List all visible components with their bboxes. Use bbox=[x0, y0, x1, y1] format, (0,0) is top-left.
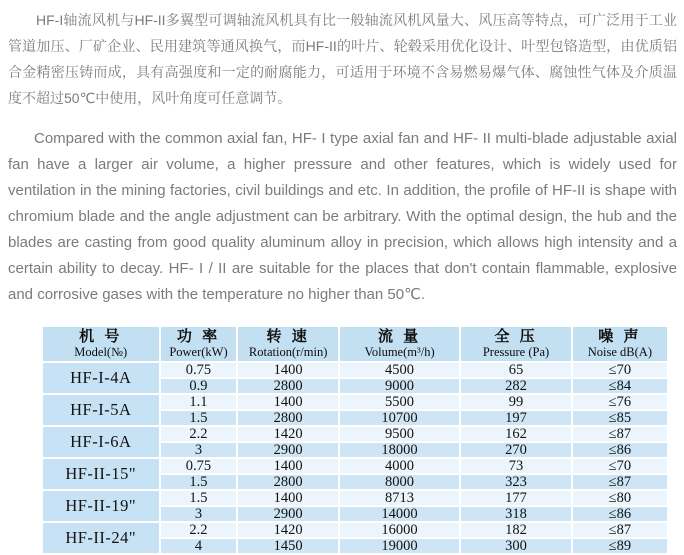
volume-cell: 5500 bbox=[340, 395, 460, 409]
model-cell: HF-I-4A bbox=[43, 363, 159, 393]
power-cell: 1.5 bbox=[161, 475, 237, 489]
table-row bbox=[43, 523, 667, 537]
rotation-cell: 2900 bbox=[238, 507, 337, 521]
intro-paragraph-english: Compared with the common axial fan, HF- I type axial fan and HF- II multi-blade adjustable axial fan have a larger air volume, a higher pressure and other features, which is widely used for ventilation in the mining factories, civil buildings and etc. In addition, the profile of HF-II is shape with chromium blade and the angle adjustment can be arbitrary. With the optimal design, the hub and the blades are casting from good quality aluminum alloy in precision, which allows high intensity and a certain ability to decay. HF- I / II are suitable for the places that don't contain flammable, explosive and corrosive gases with the temperature no higher than 50℃. bbox=[8, 130, 677, 303]
pressure-cell: 65 bbox=[461, 363, 570, 377]
rotation-cell: 1400 bbox=[238, 491, 337, 505]
volume-cell: 16000 bbox=[340, 523, 460, 537]
pressure-cell: 182 bbox=[461, 523, 570, 537]
rotation-cell: 1400 bbox=[238, 395, 337, 409]
noise-cell: ≤76 bbox=[573, 395, 667, 409]
column-header-power-zh: 功 率 bbox=[176, 328, 221, 345]
pressure-cell: 300 bbox=[461, 539, 570, 553]
power-cell: 1.1 bbox=[161, 395, 237, 409]
power-cell: 2.2 bbox=[161, 523, 237, 537]
volume-cell: 9500 bbox=[340, 427, 460, 441]
column-header-power-en: Power(kW) bbox=[169, 345, 228, 359]
column-header-noise-en: Noise dB(A) bbox=[587, 345, 652, 359]
volume-cell: 14000 bbox=[340, 507, 460, 521]
volume-cell: 4000 bbox=[340, 459, 460, 473]
model-cell: HF-I-5A bbox=[43, 395, 159, 425]
model-cell: HF-II-24" bbox=[43, 523, 159, 553]
pressure-cell: 282 bbox=[461, 379, 570, 393]
intro-paragraph-chinese: HF-I轴流风机与HF-II多翼型可调轴流风机具有比一般轴流风机风量大、风压高等特点，可广泛用于工业管道加压、厂矿企业、民用建筑等通风换气，而HF-II的叶片、轮毂采用优化设计、叶型包铬造型，由优质铝合金精密压铸而成，具有高强度和一定的耐腐能力，可适用于环境不含易燃易爆气体、腐蚀性气体及介质温度不超过50℃中使用，风叶角度可任意调节。 bbox=[8, 12, 677, 106]
noise-cell: ≤89 bbox=[573, 539, 667, 553]
volume-cell: 10700 bbox=[340, 411, 460, 425]
rotation-cell: 1400 bbox=[238, 459, 337, 473]
column-header-noise-zh: 噪 声 bbox=[598, 328, 642, 345]
power-cell: 0.75 bbox=[161, 459, 237, 473]
rotation-cell: 2900 bbox=[238, 443, 337, 457]
volume-cell: 8713 bbox=[340, 491, 460, 505]
column-header-rotation-en: Rotation(r/min) bbox=[248, 345, 328, 359]
power-cell: 1.5 bbox=[161, 491, 237, 505]
pressure-cell: 270 bbox=[461, 443, 570, 457]
rotation-cell: 1450 bbox=[238, 539, 337, 553]
volume-cell: 9000 bbox=[340, 379, 460, 393]
table-row bbox=[43, 427, 667, 441]
noise-cell: ≤87 bbox=[573, 475, 667, 489]
power-cell: 0.75 bbox=[161, 363, 237, 377]
noise-cell: ≤70 bbox=[573, 363, 667, 377]
power-cell: 0.9 bbox=[161, 379, 237, 393]
column-header-rotation-zh: 转 速 bbox=[266, 328, 310, 345]
column-header-pressure-en: Pressure (Pa) bbox=[482, 345, 550, 359]
table-row bbox=[43, 491, 667, 505]
column-header-volume-zh: 流 量 bbox=[377, 328, 422, 345]
rotation-cell: 1400 bbox=[238, 363, 337, 377]
rotation-cell: 2800 bbox=[238, 411, 337, 425]
pressure-cell: 197 bbox=[461, 411, 570, 425]
power-cell: 2.2 bbox=[161, 427, 237, 441]
column-header-power bbox=[161, 327, 237, 361]
pressure-cell: 73 bbox=[461, 459, 570, 473]
column-header-volume-en: Volume(m³/h) bbox=[364, 345, 435, 359]
power-cell: 3 bbox=[161, 507, 237, 521]
column-header-pressure-zh: 全 压 bbox=[494, 328, 538, 345]
model-cell: HF-I-6A bbox=[43, 427, 159, 457]
noise-cell: ≤87 bbox=[573, 523, 667, 537]
pressure-cell: 177 bbox=[461, 491, 570, 505]
volume-cell: 8000 bbox=[340, 475, 460, 489]
column-header-pressure bbox=[461, 327, 570, 361]
column-header-volume bbox=[340, 327, 460, 361]
volume-cell: 4500 bbox=[340, 363, 460, 377]
noise-cell: ≤84 bbox=[573, 379, 667, 393]
noise-cell: ≤86 bbox=[573, 443, 667, 457]
rotation-cell: 2800 bbox=[238, 475, 337, 489]
pressure-cell: 162 bbox=[461, 427, 570, 441]
power-cell: 4 bbox=[161, 539, 237, 553]
column-header-rotation bbox=[238, 327, 337, 361]
table-row bbox=[43, 395, 667, 409]
noise-cell: ≤80 bbox=[573, 491, 667, 505]
noise-cell: ≤86 bbox=[573, 507, 667, 521]
noise-cell: ≤87 bbox=[573, 427, 667, 441]
column-header-model bbox=[43, 327, 159, 361]
noise-cell: ≤85 bbox=[573, 411, 667, 425]
volume-cell: 18000 bbox=[340, 443, 460, 457]
power-cell: 1.5 bbox=[161, 411, 237, 425]
rotation-cell: 2800 bbox=[238, 379, 337, 393]
volume-cell: 19000 bbox=[340, 539, 460, 553]
column-header-model-en: Model(№) bbox=[74, 345, 128, 359]
pressure-cell: 318 bbox=[461, 507, 570, 521]
noise-cell: ≤70 bbox=[573, 459, 667, 473]
fan-specification-table bbox=[41, 325, 669, 555]
table-row bbox=[43, 363, 667, 377]
table-header-row bbox=[43, 327, 667, 361]
model-cell: HF-II-19" bbox=[43, 491, 159, 521]
column-header-noise bbox=[573, 327, 667, 361]
pressure-cell: 323 bbox=[461, 475, 570, 489]
rotation-cell: 1420 bbox=[238, 427, 337, 441]
model-cell: HF-II-15" bbox=[43, 459, 159, 489]
column-header-model-zh: 机 号 bbox=[79, 328, 123, 345]
table-row bbox=[43, 459, 667, 473]
power-cell: 3 bbox=[161, 443, 237, 457]
pressure-cell: 99 bbox=[461, 395, 570, 409]
rotation-cell: 1420 bbox=[238, 523, 337, 537]
